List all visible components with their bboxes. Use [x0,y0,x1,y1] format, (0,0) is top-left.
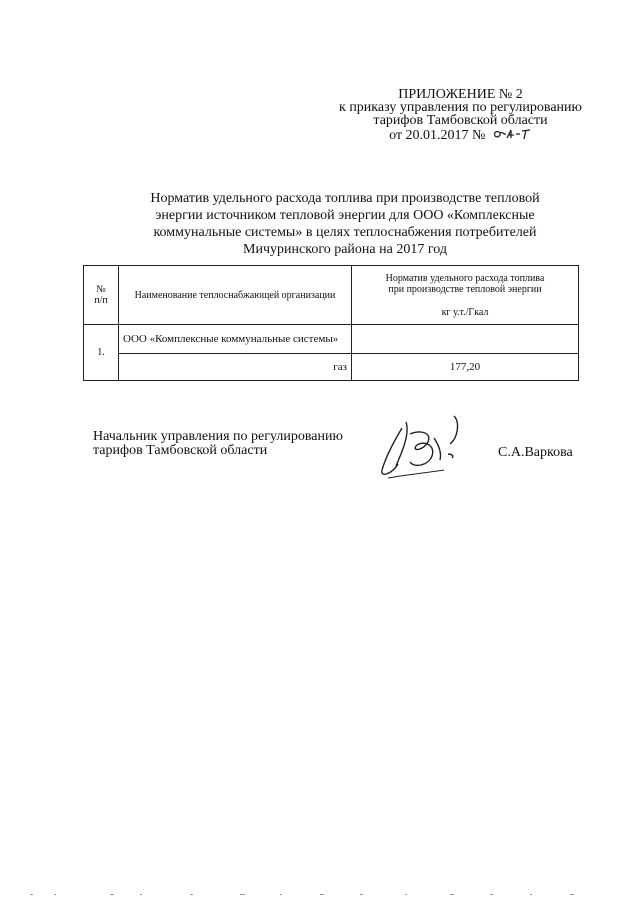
signer-position [93,430,343,458]
header-org: Наименование теплоснабжающей организации [119,266,352,325]
row-num: 1. [84,325,119,381]
title-line-3: коммунальные системы» в целях теплоснабжения потребителей [153,225,537,240]
header-norm [352,266,579,325]
document-title [120,190,570,258]
scan-noise-dots [10,893,610,897]
table-row [84,354,579,381]
signer-position-line1: Начальник управления по регулированию [93,429,343,444]
row-empty-cell [352,325,579,354]
row-fuel: газ [119,354,352,381]
row-org: ООО «Комплексные коммунальные системы» [119,325,352,354]
appendix-title: ПРИЛОЖЕНИЕ № 2 [398,87,523,102]
header-norm-line1: Норматив удельного расхода топлива [385,272,545,284]
table-header-row [84,266,579,325]
title-line-4: Мичуринского района на 2017 год [243,242,447,257]
row-value: 177,20 [352,354,579,381]
header-num-line2: п/п [94,295,108,306]
signer-position-line2: тарифов Тамбовской области [93,443,268,458]
title-line-2: энергии источником тепловой энергии для ООО «Комплексные [155,208,535,223]
norm-table [83,265,579,381]
title-line-1: Норматив удельного расхода топлива при производстве тепловой [150,191,540,206]
header-num-line1: № [96,284,106,295]
header-norm-line2: при производстве тепловой энергии [388,283,542,295]
header-num [84,266,119,325]
handwritten-signature [372,408,482,484]
handwritten-number [492,127,532,141]
appendix-order-ref: к приказу управления по регулированию [339,100,582,115]
appendix-date: от 20.01.2017 № [389,128,486,143]
appendix-date-number [389,127,532,142]
appendix-header [339,88,582,142]
appendix-authority: тарифов Тамбовской области [373,113,548,128]
header-unit: кг у.т./Гкал [441,306,489,318]
table-row [84,325,579,354]
signer-name: С.А.Варкова [498,445,573,460]
